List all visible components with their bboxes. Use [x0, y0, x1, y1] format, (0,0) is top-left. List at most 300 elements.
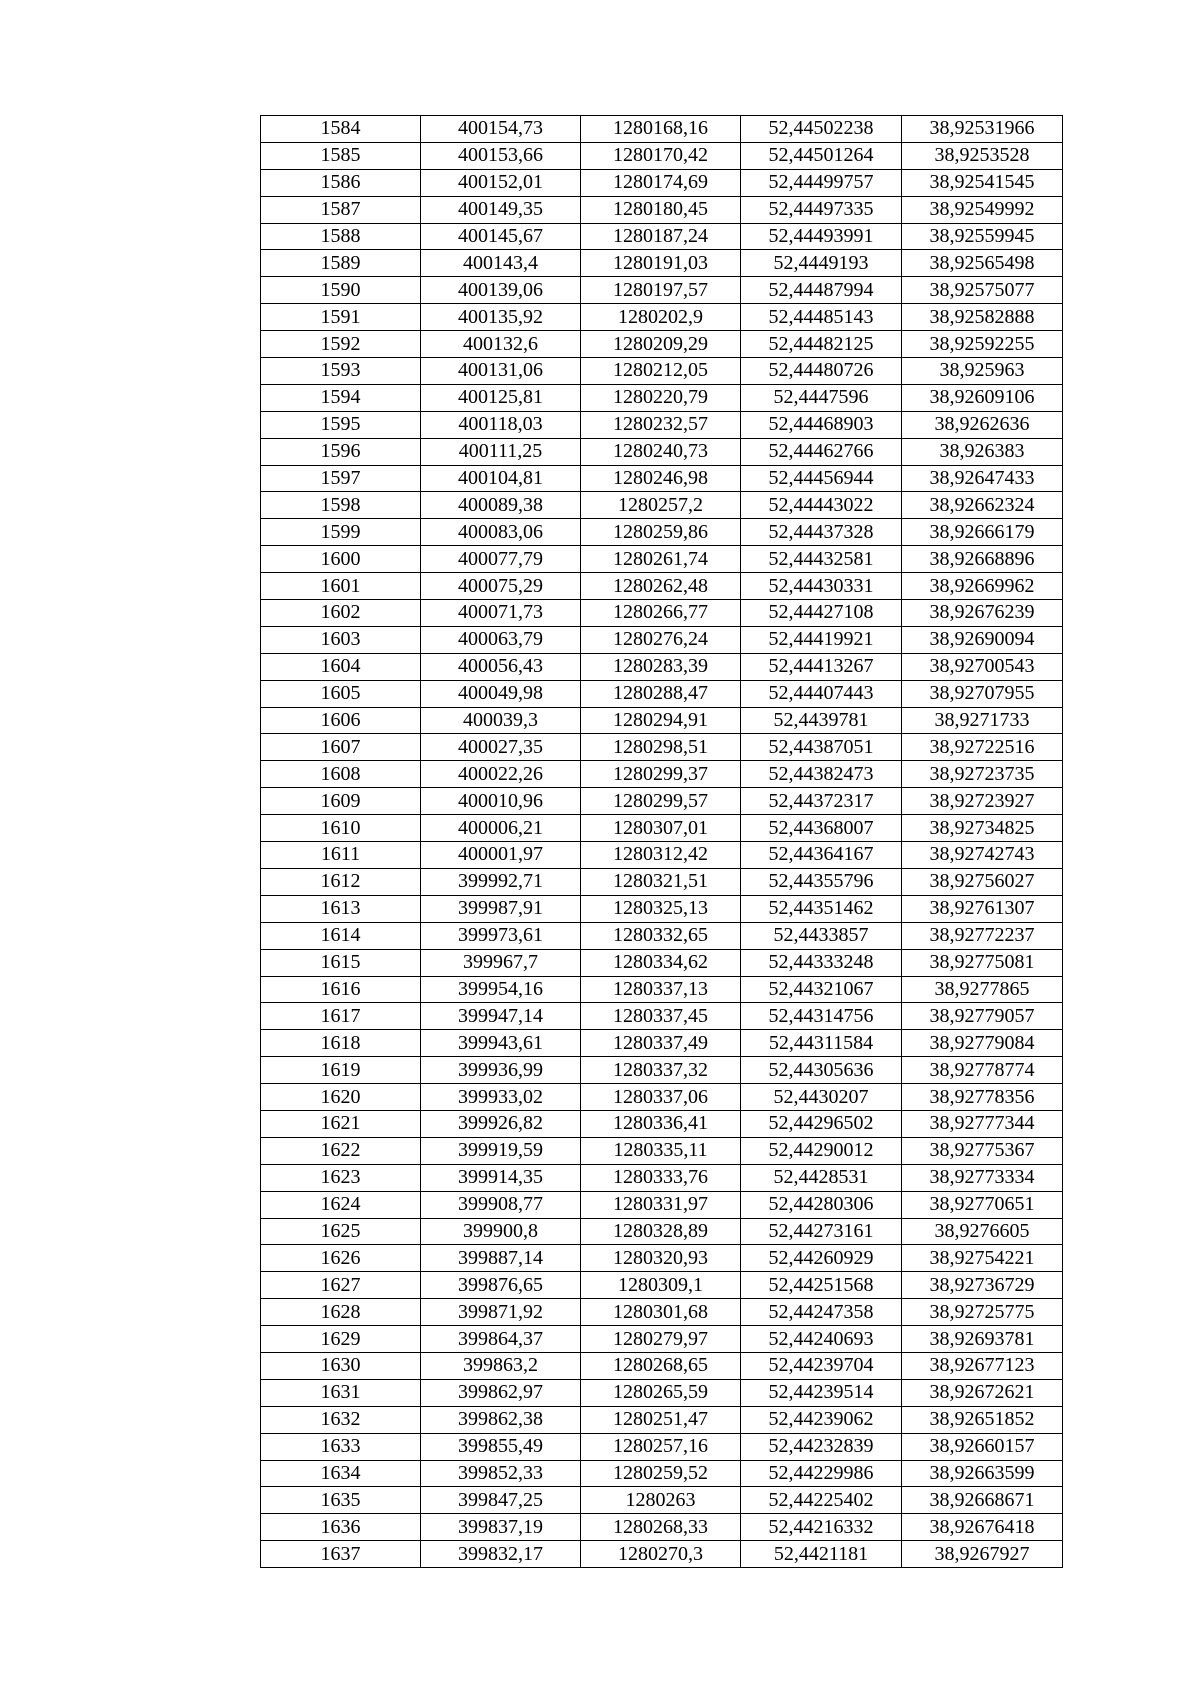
point-number-cell: 1610 [261, 815, 421, 842]
point-number-cell: 1605 [261, 680, 421, 707]
longitude-cell: 38,92677123 [902, 1352, 1063, 1379]
x-coordinate-cell: 400039,3 [421, 707, 581, 734]
table-row [261, 519, 1063, 546]
y-coordinate-cell: 1280209,29 [581, 331, 741, 358]
y-coordinate-cell: 1280337,45 [581, 1003, 741, 1030]
longitude-cell: 38,92663599 [902, 1460, 1063, 1487]
latitude-cell: 52,4433857 [741, 922, 902, 949]
longitude-cell: 38,92559945 [902, 223, 1063, 250]
longitude-cell: 38,92690094 [902, 626, 1063, 653]
point-number-cell: 1623 [261, 1164, 421, 1191]
longitude-cell: 38,92778774 [902, 1057, 1063, 1084]
document-page [260, 115, 1062, 1568]
x-coordinate-cell: 399933,02 [421, 1084, 581, 1111]
longitude-cell: 38,92669962 [902, 573, 1063, 600]
latitude-cell: 52,44229986 [741, 1460, 902, 1487]
longitude-cell: 38,9276605 [902, 1218, 1063, 1245]
longitude-cell: 38,92723927 [902, 788, 1063, 815]
coordinates-table-body [261, 116, 1063, 1568]
x-coordinate-cell: 400022,26 [421, 761, 581, 788]
longitude-cell: 38,926383 [902, 438, 1063, 465]
point-number-cell: 1584 [261, 116, 421, 143]
point-number-cell: 1618 [261, 1030, 421, 1057]
x-coordinate-cell: 400154,73 [421, 116, 581, 143]
y-coordinate-cell: 1280265,59 [581, 1379, 741, 1406]
y-coordinate-cell: 1280266,77 [581, 600, 741, 627]
table-row [261, 1272, 1063, 1299]
latitude-cell: 52,44239704 [741, 1352, 902, 1379]
x-coordinate-cell: 400111,25 [421, 438, 581, 465]
y-coordinate-cell: 1280220,79 [581, 384, 741, 411]
longitude-cell: 38,92761307 [902, 895, 1063, 922]
x-coordinate-cell: 399871,92 [421, 1299, 581, 1326]
point-number-cell: 1589 [261, 250, 421, 277]
point-number-cell: 1607 [261, 734, 421, 761]
longitude-cell: 38,92668896 [902, 546, 1063, 573]
x-coordinate-cell: 399919,59 [421, 1137, 581, 1164]
x-coordinate-cell: 400075,29 [421, 573, 581, 600]
longitude-cell: 38,92660157 [902, 1433, 1063, 1460]
y-coordinate-cell: 1280168,16 [581, 116, 741, 143]
latitude-cell: 52,44427108 [741, 600, 902, 627]
table-row [261, 815, 1063, 842]
latitude-cell: 52,44260929 [741, 1245, 902, 1272]
longitude-cell: 38,92777344 [902, 1110, 1063, 1137]
latitude-cell: 52,44462766 [741, 438, 902, 465]
y-coordinate-cell: 1280335,11 [581, 1137, 741, 1164]
table-row [261, 492, 1063, 519]
table-row [261, 169, 1063, 196]
longitude-cell: 38,92779057 [902, 1003, 1063, 1030]
point-number-cell: 1612 [261, 868, 421, 895]
point-number-cell: 1596 [261, 438, 421, 465]
table-row [261, 546, 1063, 573]
longitude-cell: 38,92722516 [902, 734, 1063, 761]
point-number-cell: 1598 [261, 492, 421, 519]
latitude-cell: 52,44485143 [741, 304, 902, 331]
table-row [261, 1514, 1063, 1541]
latitude-cell: 52,44372317 [741, 788, 902, 815]
latitude-cell: 52,44232839 [741, 1433, 902, 1460]
table-row [261, 761, 1063, 788]
latitude-cell: 52,44273161 [741, 1218, 902, 1245]
table-row [261, 250, 1063, 277]
longitude-cell: 38,92565498 [902, 250, 1063, 277]
point-number-cell: 1615 [261, 949, 421, 976]
latitude-cell: 52,44502238 [741, 116, 902, 143]
x-coordinate-cell: 400125,81 [421, 384, 581, 411]
latitude-cell: 52,44216332 [741, 1514, 902, 1541]
table-row [261, 1084, 1063, 1111]
y-coordinate-cell: 1280263 [581, 1487, 741, 1514]
point-number-cell: 1590 [261, 277, 421, 304]
latitude-cell: 52,44487994 [741, 277, 902, 304]
table-row [261, 358, 1063, 385]
x-coordinate-cell: 399862,97 [421, 1379, 581, 1406]
latitude-cell: 52,44499757 [741, 169, 902, 196]
y-coordinate-cell: 1280337,13 [581, 976, 741, 1003]
point-number-cell: 1588 [261, 223, 421, 250]
table-row [261, 734, 1063, 761]
y-coordinate-cell: 1280331,97 [581, 1191, 741, 1218]
coordinates-table [260, 115, 1063, 1568]
latitude-cell: 52,44239062 [741, 1406, 902, 1433]
latitude-cell: 52,44247358 [741, 1299, 902, 1326]
table-row [261, 1110, 1063, 1137]
y-coordinate-cell: 1280257,16 [581, 1433, 741, 1460]
table-row [261, 1487, 1063, 1514]
latitude-cell: 52,44290012 [741, 1137, 902, 1164]
longitude-cell: 38,92770651 [902, 1191, 1063, 1218]
longitude-cell: 38,9277865 [902, 976, 1063, 1003]
x-coordinate-cell: 399973,61 [421, 922, 581, 949]
point-number-cell: 1597 [261, 465, 421, 492]
table-row [261, 680, 1063, 707]
y-coordinate-cell: 1280276,24 [581, 626, 741, 653]
latitude-cell: 52,4430207 [741, 1084, 902, 1111]
x-coordinate-cell: 400077,79 [421, 546, 581, 573]
x-coordinate-cell: 400049,98 [421, 680, 581, 707]
y-coordinate-cell: 1280332,65 [581, 922, 741, 949]
x-coordinate-cell: 400149,35 [421, 196, 581, 223]
point-number-cell: 1626 [261, 1245, 421, 1272]
point-number-cell: 1606 [261, 707, 421, 734]
point-number-cell: 1591 [261, 304, 421, 331]
point-number-cell: 1616 [261, 976, 421, 1003]
table-row [261, 626, 1063, 653]
x-coordinate-cell: 399832,17 [421, 1541, 581, 1568]
longitude-cell: 38,92549992 [902, 196, 1063, 223]
longitude-cell: 38,92779084 [902, 1030, 1063, 1057]
table-row [261, 331, 1063, 358]
point-number-cell: 1594 [261, 384, 421, 411]
x-coordinate-cell: 399847,25 [421, 1487, 581, 1514]
table-row [261, 1379, 1063, 1406]
y-coordinate-cell: 1280298,51 [581, 734, 741, 761]
longitude-cell: 38,92742743 [902, 842, 1063, 869]
latitude-cell: 52,44501264 [741, 142, 902, 169]
longitude-cell: 38,9262636 [902, 411, 1063, 438]
point-number-cell: 1617 [261, 1003, 421, 1030]
x-coordinate-cell: 400063,79 [421, 626, 581, 653]
longitude-cell: 38,92693781 [902, 1326, 1063, 1353]
table-row [261, 949, 1063, 976]
point-number-cell: 1625 [261, 1218, 421, 1245]
x-coordinate-cell: 399992,71 [421, 868, 581, 895]
table-row [261, 1326, 1063, 1353]
latitude-cell: 52,44430331 [741, 573, 902, 600]
longitude-cell: 38,92734825 [902, 815, 1063, 842]
y-coordinate-cell: 1280170,42 [581, 142, 741, 169]
longitude-cell: 38,92676239 [902, 600, 1063, 627]
point-number-cell: 1631 [261, 1379, 421, 1406]
table-row [261, 842, 1063, 869]
y-coordinate-cell: 1280337,32 [581, 1057, 741, 1084]
latitude-cell: 52,44239514 [741, 1379, 902, 1406]
table-row [261, 1299, 1063, 1326]
latitude-cell: 52,44432581 [741, 546, 902, 573]
latitude-cell: 52,44437328 [741, 519, 902, 546]
point-number-cell: 1634 [261, 1460, 421, 1487]
y-coordinate-cell: 1280202,9 [581, 304, 741, 331]
latitude-cell: 52,44468903 [741, 411, 902, 438]
y-coordinate-cell: 1280212,05 [581, 358, 741, 385]
point-number-cell: 1627 [261, 1272, 421, 1299]
longitude-cell: 38,92778356 [902, 1084, 1063, 1111]
point-number-cell: 1585 [261, 142, 421, 169]
table-row [261, 1057, 1063, 1084]
x-coordinate-cell: 400010,96 [421, 788, 581, 815]
x-coordinate-cell: 399862,38 [421, 1406, 581, 1433]
latitude-cell: 52,44382473 [741, 761, 902, 788]
latitude-cell: 52,44497335 [741, 196, 902, 223]
y-coordinate-cell: 1280240,73 [581, 438, 741, 465]
y-coordinate-cell: 1280325,13 [581, 895, 741, 922]
table-row [261, 465, 1063, 492]
point-number-cell: 1603 [261, 626, 421, 653]
y-coordinate-cell: 1280294,91 [581, 707, 741, 734]
table-row [261, 573, 1063, 600]
y-coordinate-cell: 1280251,47 [581, 1406, 741, 1433]
table-row [261, 1460, 1063, 1487]
table-row [261, 1541, 1063, 1568]
longitude-cell: 38,92775081 [902, 949, 1063, 976]
latitude-cell: 52,44251568 [741, 1272, 902, 1299]
y-coordinate-cell: 1280321,51 [581, 868, 741, 895]
latitude-cell: 52,44482125 [741, 331, 902, 358]
point-number-cell: 1604 [261, 653, 421, 680]
x-coordinate-cell: 400118,03 [421, 411, 581, 438]
table-row [261, 895, 1063, 922]
table-row [261, 868, 1063, 895]
longitude-cell: 38,925963 [902, 358, 1063, 385]
y-coordinate-cell: 1280334,62 [581, 949, 741, 976]
x-coordinate-cell: 399908,77 [421, 1191, 581, 1218]
y-coordinate-cell: 1280262,48 [581, 573, 741, 600]
x-coordinate-cell: 399876,65 [421, 1272, 581, 1299]
point-number-cell: 1633 [261, 1433, 421, 1460]
latitude-cell: 52,44311584 [741, 1030, 902, 1057]
point-number-cell: 1636 [261, 1514, 421, 1541]
longitude-cell: 38,9267927 [902, 1541, 1063, 1568]
point-number-cell: 1611 [261, 842, 421, 869]
x-coordinate-cell: 399936,99 [421, 1057, 581, 1084]
latitude-cell: 52,44419921 [741, 626, 902, 653]
latitude-cell: 52,44321067 [741, 976, 902, 1003]
x-coordinate-cell: 399864,37 [421, 1326, 581, 1353]
latitude-cell: 52,44456944 [741, 465, 902, 492]
y-coordinate-cell: 1280270,3 [581, 1541, 741, 1568]
latitude-cell: 52,44480726 [741, 358, 902, 385]
y-coordinate-cell: 1280174,69 [581, 169, 741, 196]
longitude-cell: 38,92647433 [902, 465, 1063, 492]
longitude-cell: 38,92582888 [902, 304, 1063, 331]
table-row [261, 653, 1063, 680]
longitude-cell: 38,9271733 [902, 707, 1063, 734]
x-coordinate-cell: 399887,14 [421, 1245, 581, 1272]
table-row [261, 1218, 1063, 1245]
x-coordinate-cell: 399837,19 [421, 1514, 581, 1541]
x-coordinate-cell: 400152,01 [421, 169, 581, 196]
longitude-cell: 38,92666179 [902, 519, 1063, 546]
y-coordinate-cell: 1280257,2 [581, 492, 741, 519]
latitude-cell: 52,44443022 [741, 492, 902, 519]
x-coordinate-cell: 399863,2 [421, 1352, 581, 1379]
y-coordinate-cell: 1280283,39 [581, 653, 741, 680]
point-number-cell: 1593 [261, 358, 421, 385]
point-number-cell: 1602 [261, 600, 421, 627]
longitude-cell: 38,92541545 [902, 169, 1063, 196]
latitude-cell: 52,4421181 [741, 1541, 902, 1568]
longitude-cell: 38,92725775 [902, 1299, 1063, 1326]
x-coordinate-cell: 400001,97 [421, 842, 581, 869]
y-coordinate-cell: 1280307,01 [581, 815, 741, 842]
point-number-cell: 1601 [261, 573, 421, 600]
longitude-cell: 38,92575077 [902, 277, 1063, 304]
latitude-cell: 52,4447596 [741, 384, 902, 411]
y-coordinate-cell: 1280180,45 [581, 196, 741, 223]
point-number-cell: 1635 [261, 1487, 421, 1514]
point-number-cell: 1609 [261, 788, 421, 815]
point-number-cell: 1630 [261, 1352, 421, 1379]
x-coordinate-cell: 399954,16 [421, 976, 581, 1003]
table-row [261, 438, 1063, 465]
y-coordinate-cell: 1280246,98 [581, 465, 741, 492]
x-coordinate-cell: 400027,35 [421, 734, 581, 761]
x-coordinate-cell: 399943,61 [421, 1030, 581, 1057]
longitude-cell: 38,92756027 [902, 868, 1063, 895]
latitude-cell: 52,44413267 [741, 653, 902, 680]
y-coordinate-cell: 1280312,42 [581, 842, 741, 869]
longitude-cell: 38,92700543 [902, 653, 1063, 680]
y-coordinate-cell: 1280337,49 [581, 1030, 741, 1057]
x-coordinate-cell: 400132,6 [421, 331, 581, 358]
x-coordinate-cell: 399855,49 [421, 1433, 581, 1460]
latitude-cell: 52,44493991 [741, 223, 902, 250]
table-row [261, 1164, 1063, 1191]
table-row [261, 1406, 1063, 1433]
table-row [261, 1191, 1063, 1218]
x-coordinate-cell: 399987,91 [421, 895, 581, 922]
y-coordinate-cell: 1280333,76 [581, 1164, 741, 1191]
point-number-cell: 1587 [261, 196, 421, 223]
table-row [261, 142, 1063, 169]
x-coordinate-cell: 399967,7 [421, 949, 581, 976]
x-coordinate-cell: 399900,8 [421, 1218, 581, 1245]
point-number-cell: 1599 [261, 519, 421, 546]
table-row [261, 1030, 1063, 1057]
y-coordinate-cell: 1280328,89 [581, 1218, 741, 1245]
table-row [261, 976, 1063, 1003]
point-number-cell: 1600 [261, 546, 421, 573]
longitude-cell: 38,92676418 [902, 1514, 1063, 1541]
table-row [261, 1352, 1063, 1379]
x-coordinate-cell: 400153,66 [421, 142, 581, 169]
latitude-cell: 52,4449193 [741, 250, 902, 277]
point-number-cell: 1619 [261, 1057, 421, 1084]
latitude-cell: 52,44314756 [741, 1003, 902, 1030]
table-row [261, 788, 1063, 815]
table-row [261, 304, 1063, 331]
x-coordinate-cell: 399947,14 [421, 1003, 581, 1030]
longitude-cell: 38,92609106 [902, 384, 1063, 411]
table-row [261, 223, 1063, 250]
longitude-cell: 38,92723735 [902, 761, 1063, 788]
longitude-cell: 38,92775367 [902, 1137, 1063, 1164]
x-coordinate-cell: 400056,43 [421, 653, 581, 680]
longitude-cell: 38,92672621 [902, 1379, 1063, 1406]
point-number-cell: 1586 [261, 169, 421, 196]
y-coordinate-cell: 1280299,57 [581, 788, 741, 815]
point-number-cell: 1592 [261, 331, 421, 358]
x-coordinate-cell: 400071,73 [421, 600, 581, 627]
y-coordinate-cell: 1280320,93 [581, 1245, 741, 1272]
table-row [261, 922, 1063, 949]
longitude-cell: 38,92592255 [902, 331, 1063, 358]
longitude-cell: 38,92754221 [902, 1245, 1063, 1272]
y-coordinate-cell: 1280268,65 [581, 1352, 741, 1379]
y-coordinate-cell: 1280197,57 [581, 277, 741, 304]
latitude-cell: 52,44225402 [741, 1487, 902, 1514]
table-row [261, 707, 1063, 734]
table-row [261, 1433, 1063, 1460]
point-number-cell: 1614 [261, 922, 421, 949]
point-number-cell: 1632 [261, 1406, 421, 1433]
longitude-cell: 38,92773334 [902, 1164, 1063, 1191]
latitude-cell: 52,44355796 [741, 868, 902, 895]
latitude-cell: 52,44387051 [741, 734, 902, 761]
latitude-cell: 52,44296502 [741, 1110, 902, 1137]
longitude-cell: 38,92668671 [902, 1487, 1063, 1514]
point-number-cell: 1620 [261, 1084, 421, 1111]
y-coordinate-cell: 1280301,68 [581, 1299, 741, 1326]
x-coordinate-cell: 400135,92 [421, 304, 581, 331]
table-row [261, 600, 1063, 627]
x-coordinate-cell: 400131,06 [421, 358, 581, 385]
point-number-cell: 1622 [261, 1137, 421, 1164]
x-coordinate-cell: 400143,4 [421, 250, 581, 277]
y-coordinate-cell: 1280299,37 [581, 761, 741, 788]
latitude-cell: 52,44333248 [741, 949, 902, 976]
x-coordinate-cell: 400006,21 [421, 815, 581, 842]
x-coordinate-cell: 399926,82 [421, 1110, 581, 1137]
y-coordinate-cell: 1280187,24 [581, 223, 741, 250]
longitude-cell: 38,92707955 [902, 680, 1063, 707]
point-number-cell: 1637 [261, 1541, 421, 1568]
y-coordinate-cell: 1280336,41 [581, 1110, 741, 1137]
point-number-cell: 1595 [261, 411, 421, 438]
point-number-cell: 1629 [261, 1326, 421, 1353]
y-coordinate-cell: 1280191,03 [581, 250, 741, 277]
y-coordinate-cell: 1280259,52 [581, 1460, 741, 1487]
x-coordinate-cell: 400104,81 [421, 465, 581, 492]
x-coordinate-cell: 400083,06 [421, 519, 581, 546]
x-coordinate-cell: 399914,35 [421, 1164, 581, 1191]
y-coordinate-cell: 1280261,74 [581, 546, 741, 573]
latitude-cell: 52,44305636 [741, 1057, 902, 1084]
y-coordinate-cell: 1280288,47 [581, 680, 741, 707]
table-row [261, 384, 1063, 411]
y-coordinate-cell: 1280268,33 [581, 1514, 741, 1541]
latitude-cell: 52,44240693 [741, 1326, 902, 1353]
latitude-cell: 52,44364167 [741, 842, 902, 869]
x-coordinate-cell: 400145,67 [421, 223, 581, 250]
longitude-cell: 38,9253528 [902, 142, 1063, 169]
x-coordinate-cell: 400139,06 [421, 277, 581, 304]
point-number-cell: 1613 [261, 895, 421, 922]
latitude-cell: 52,4439781 [741, 707, 902, 734]
table-row [261, 411, 1063, 438]
